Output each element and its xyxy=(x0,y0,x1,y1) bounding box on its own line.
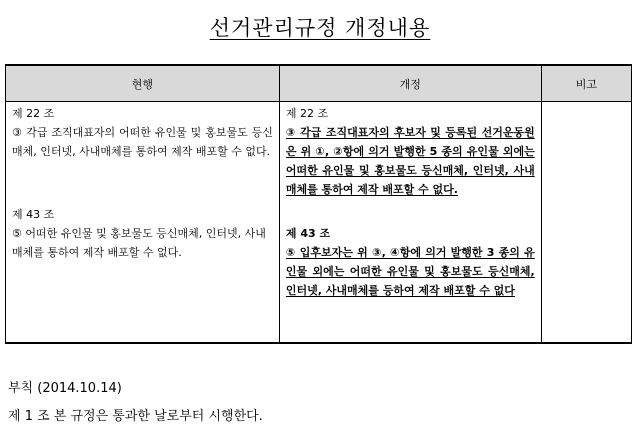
current-column xyxy=(6,102,280,344)
current-art22-title: 제 22 조 xyxy=(12,107,55,120)
revised-column xyxy=(279,102,541,344)
current-art43-title: 제 43 조 xyxy=(12,208,55,221)
remarks-column xyxy=(541,102,631,344)
revised-art43-title: 제 43 조 xyxy=(285,227,331,240)
addendum-heading: 부칙 (2014.10.14) xyxy=(8,381,122,396)
current-art43-text: ⑤ 어떠한 유인물 및 홍보물도 등신매체, 인터넷, 사내매체를 통하여 제작 배포할 수 없다. xyxy=(12,227,266,259)
current-art22-text: ③ 각급 조직대표자의 어떠한 유인물 및 홍보물도 등신매체, 인터넷, 사내매체를 통하여 제작 배포할 수 없다. xyxy=(12,126,273,158)
table-header-row xyxy=(6,65,632,102)
addendum-article-1: 제 1 조 본 규정은 통과한 날로부터 시행한다. xyxy=(8,409,263,424)
table-row xyxy=(6,102,632,344)
document-title: 선거관리규정 개정내용 xyxy=(209,16,431,40)
revised-art22-title: 제 22 조 xyxy=(285,107,329,120)
revised-art43-text: ⑤ 입후보자는 위 ③, ④항에 의거 발행한 3 종의 유인물 외에는 어떠한 유인물 및 홍보물도 등신매체, 인터넷, 사내매체를 등하여 제작 배포할 수 없다 xyxy=(285,246,535,297)
header-remarks: 비고 xyxy=(541,65,631,102)
header-revised: 개정 xyxy=(279,65,541,102)
revised-art22-text: ③ 각급 조직대표자의 후보자 및 등록된 선거운동원은 위 ①, ②항에 의거 발행한 5 종의 유인물 외에는 어떠한 유인물 및 홍보물도 등신매체, 인터넷, 사내매체를 통하여 제작 배포할 수 없다. xyxy=(285,126,535,196)
header-current: 현행 xyxy=(6,65,280,102)
revision-table xyxy=(5,64,632,344)
